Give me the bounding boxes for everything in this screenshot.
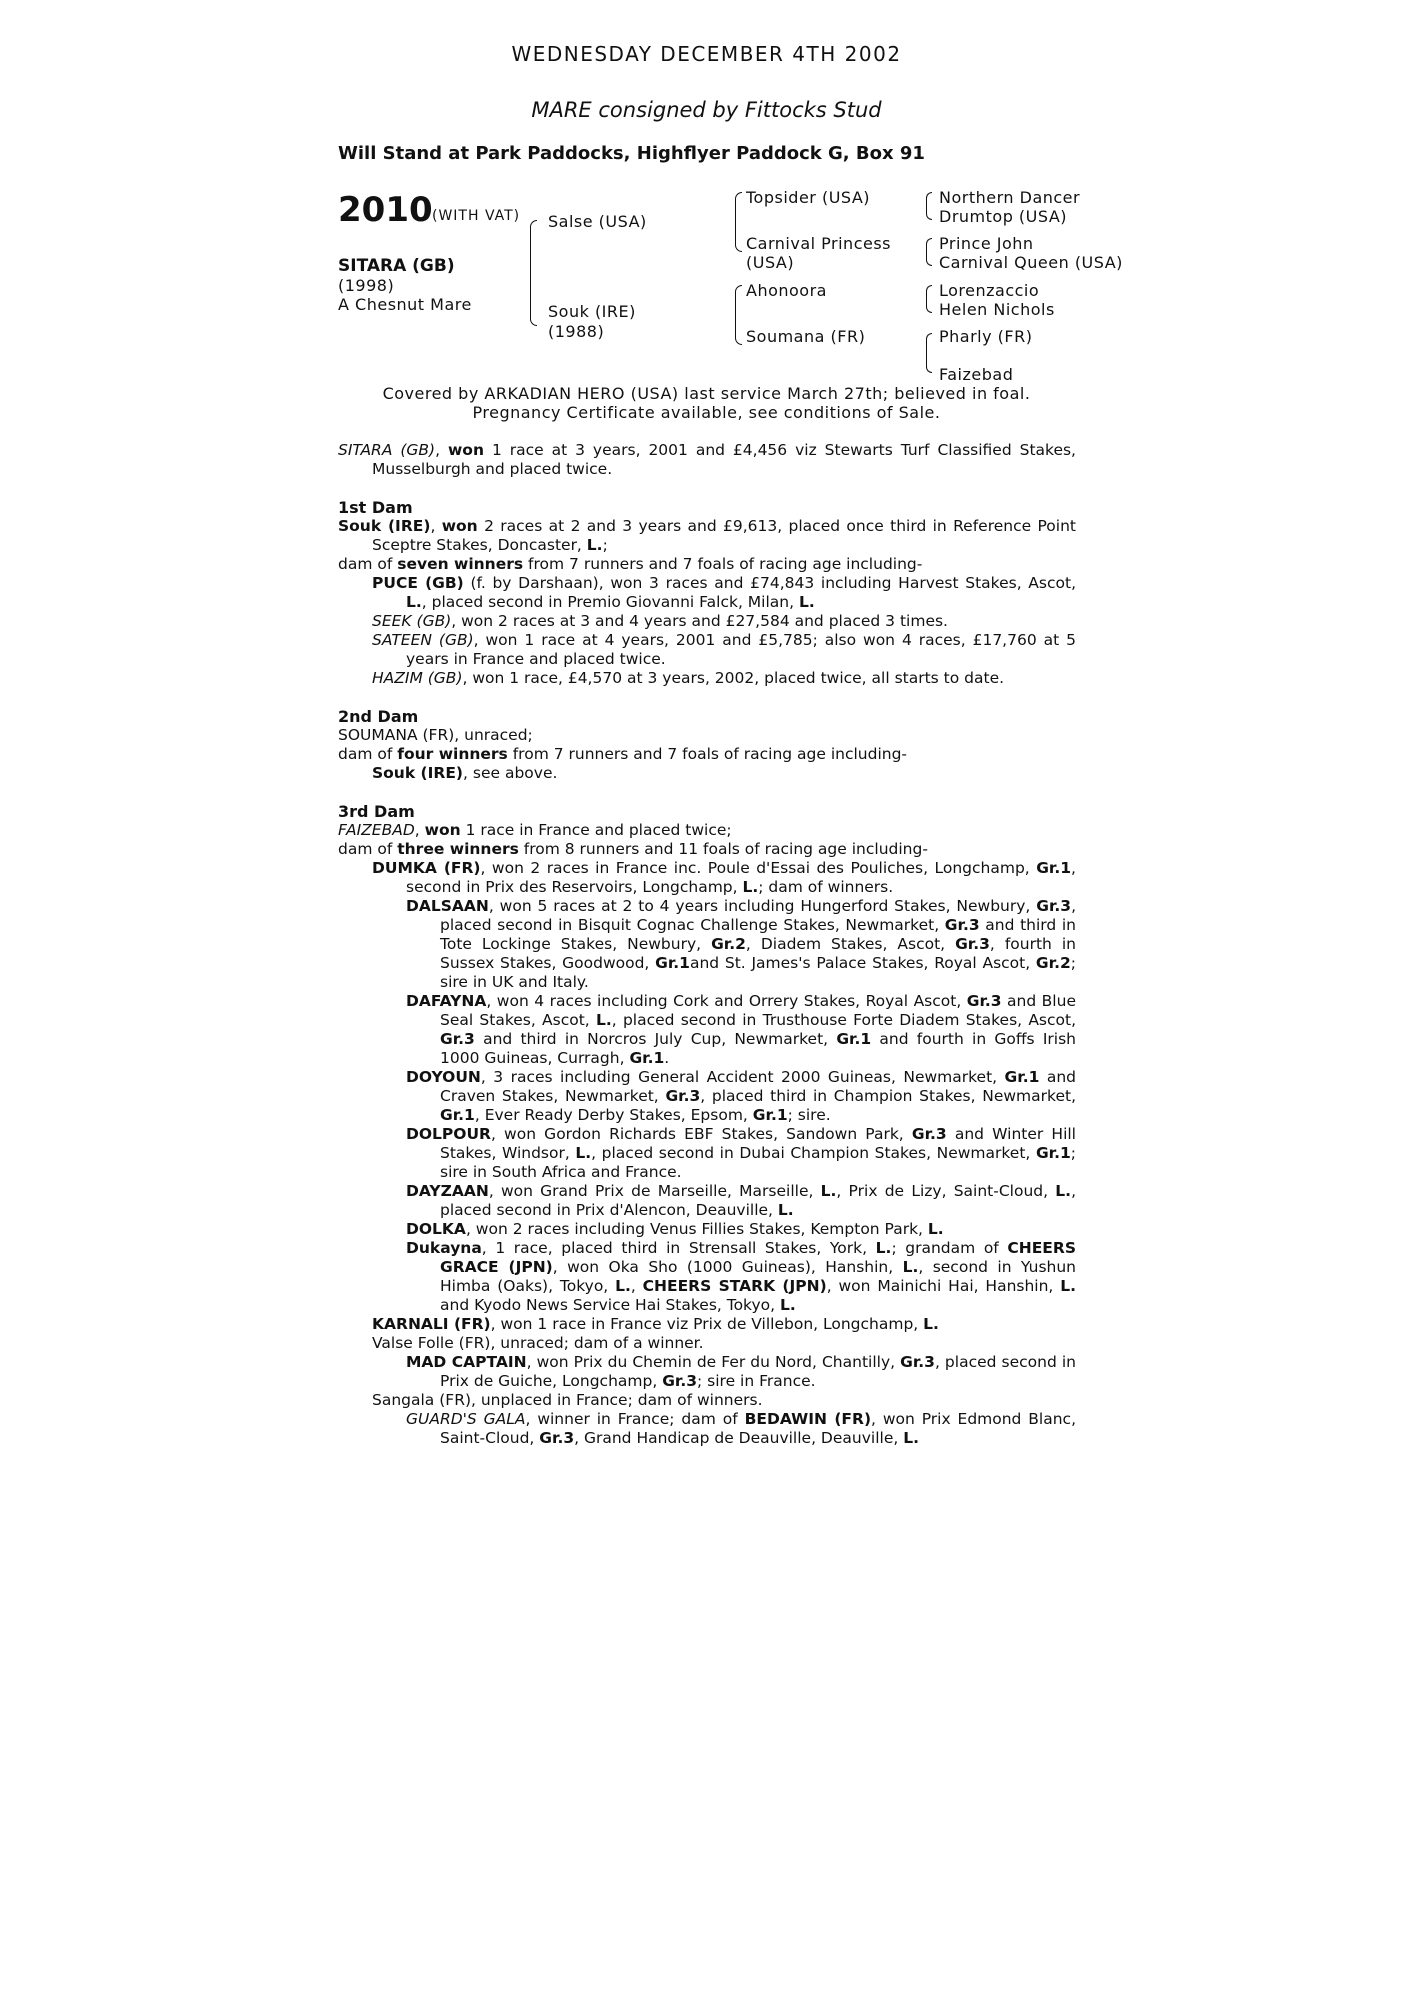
produce-post: from 8 runners and 11 foals of racing age including- <box>518 840 928 858</box>
third-dam-produce <box>338 840 1076 859</box>
third-dam-name: FAIZEBAD <box>338 821 415 839</box>
foal-name: HAZIM (GB) <box>372 669 463 687</box>
produce-pre: dam of <box>338 745 398 763</box>
foal-text: , 3 races including General Accident 2000 Guineas, Newmarket, <box>480 1068 1005 1086</box>
foal-text: and Blue Seal Stakes, Ascot, <box>440 992 1076 1029</box>
grade-listed: L. <box>820 1182 837 1200</box>
foal-text: , placed second in Prix d'Alencon, Deauville, <box>440 1182 1076 1219</box>
grade-listed: L. <box>406 593 422 611</box>
grade-listed: L. <box>927 1220 944 1238</box>
foal-text: , placed second in Trusthouse Forte Diadem Stakes, Ascot, <box>611 1011 1077 1029</box>
foal-text: ; grandam of <box>891 1239 1008 1257</box>
foal-text: , placed second in Bisquit Cognac Challenge Stakes, Newmarket, <box>440 897 1076 934</box>
grade-listed: L. <box>615 1277 631 1295</box>
grade-1: Gr.1 <box>752 1106 788 1124</box>
foal-text: , placed second in Premio Giovanni Falck, Milan, <box>421 593 799 611</box>
pedigree-brace <box>530 220 537 326</box>
foal-name: CHEERS GRACE (JPN) <box>440 1239 1076 1276</box>
foal-text: , won 1 race at 4 years, 2001 and £5,785; also won 4 races, £17,760 at 5 years in France and placed twice. <box>406 631 1076 668</box>
foal-text: and Craven Stakes, Newmarket, <box>440 1068 1076 1105</box>
pedigree-dsd: Helen Nichols <box>939 300 1055 319</box>
consignment-line: MARE consigned by Fittocks Stud <box>531 98 882 122</box>
foal-hazim <box>338 669 1076 688</box>
foal-text: (f. by Darshaan), won 3 races and £74,843 including Harvest Stakes, Ascot, <box>463 574 1076 592</box>
pedigree-sds: Prince John <box>939 234 1034 253</box>
foal-karnali <box>338 1315 1076 1334</box>
foal-text: , 1 race, placed third in Strensall Stakes, York, <box>481 1239 876 1257</box>
grade-listed: L. <box>903 1429 919 1447</box>
produce-dolpour <box>338 1125 1076 1182</box>
foal-text: , won 5 races at 2 to 4 years including Hungerford Stakes, Newbury, <box>488 897 1037 915</box>
grade-3: Gr.3 <box>1036 897 1072 915</box>
grade-1: Gr.1 <box>1004 1068 1040 1086</box>
produce-dukayna <box>338 1239 1076 1315</box>
produce-pre: dam of <box>338 555 398 573</box>
grade-listed: L. <box>1060 1277 1076 1295</box>
grade-1: Gr.1 <box>1036 859 1072 877</box>
pedigree-ssd: Drumtop (USA) <box>939 207 1068 226</box>
pedigree-ddd: Faizebad <box>939 365 1014 384</box>
grade-3: Gr.3 <box>900 1353 935 1371</box>
foal-text: , won 2 races including Venus Fillies Stakes, Kempton Park, <box>465 1220 928 1238</box>
foal-text: , won 2 races at 3 and 4 years and £27,584 and placed 3 times. <box>451 612 948 630</box>
grade-3: Gr.3 <box>911 1125 947 1143</box>
foal-puce <box>338 574 1076 612</box>
foal-text: ; sire in South Africa and France. <box>440 1144 1077 1181</box>
pedigree-sire-dam-country: (USA) <box>746 253 795 272</box>
second-dam-heading: 2nd Dam <box>338 707 419 726</box>
grade-2: Gr.2 <box>1035 954 1071 972</box>
foal-text: , Diadem Stakes, Ascot, <box>745 935 956 953</box>
produce-dayzaan <box>338 1182 1076 1220</box>
pedigree-brace <box>926 192 932 220</box>
pedigree-brace <box>735 192 742 252</box>
pedigree-sdd: Carnival Queen (USA) <box>939 253 1123 272</box>
foal-dumka <box>338 859 1076 897</box>
foal-name: DOLPOUR <box>406 1125 491 1143</box>
grade-listed: L. <box>1055 1182 1072 1200</box>
foal-text: , Ever Ready Derby Stakes, Epsom, <box>474 1106 753 1124</box>
covering-note: Covered by ARKADIAN HERO (USA) last service March 27th; believed in foal. <box>382 384 1031 403</box>
foal-name: KARNALI (FR) <box>372 1315 491 1333</box>
foal-name: CHEERS STARK (JPN) <box>642 1277 827 1295</box>
pedigree-brace <box>926 333 932 373</box>
grade-listed: L. <box>596 1011 612 1029</box>
foal-valse-folle: Valse Folle (FR), unraced; dam of a winner. <box>372 1334 704 1352</box>
pedigree-dds: Pharly (FR) <box>939 327 1033 346</box>
foal-text: , see above. <box>463 764 558 782</box>
produce-post: from 7 runners and 7 foals of racing age including- <box>523 555 923 573</box>
foal-sateen <box>338 631 1076 669</box>
pedigree-sire-sire: Topsider (USA) <box>746 188 871 207</box>
won-label: won <box>447 441 484 459</box>
grade-listed: L. <box>923 1315 939 1333</box>
vat-note: (WITH VAT) <box>432 208 521 224</box>
foal-name: DAFAYNA <box>406 992 487 1010</box>
foal-text: , placed second in Prix de Guiche, Longchamp, <box>440 1353 1076 1390</box>
foal-text: , won 4 races including Cork and Orrery Stakes, Royal Ascot, <box>486 992 967 1010</box>
produce-dafayna <box>338 992 1076 1068</box>
pedigree-sire: Salse (USA) <box>548 212 647 231</box>
grade-3: Gr.3 <box>966 992 1002 1010</box>
foal-text: , won Prix du Chemin de Fer du Nord, Chantilly, <box>526 1353 901 1371</box>
catalogue-body <box>338 441 1076 1448</box>
foal-seek <box>338 612 1076 631</box>
first-dam-text: 2 races at 2 and 3 years and £9,613, placed once third in Reference Point Sceptre Stakes, Doncaster, <box>372 517 1076 554</box>
foal-text: . <box>664 1049 670 1067</box>
grade-3: Gr.3 <box>662 1372 698 1390</box>
foal-name: DOYOUN <box>406 1068 481 1086</box>
pedigree-dam-dam: Soumana (FR) <box>746 327 866 346</box>
foal-name: DALSAAN <box>406 897 489 915</box>
produce-winners: seven winners <box>397 555 524 573</box>
produce-dalsaan <box>338 897 1076 992</box>
foal-text: and St. James's Palace Stakes, Royal Ascot, <box>689 954 1036 972</box>
grade-1: Gr.1 <box>1035 1144 1071 1162</box>
first-dam-produce <box>338 555 1076 574</box>
produce-winners: three winners <box>397 840 519 858</box>
foal-text: and third in Norcros July Cup, Newmarket, <box>474 1030 837 1048</box>
pedigree-sire-dam: Carnival Princess <box>746 234 892 253</box>
grade-listed: L. <box>875 1239 892 1257</box>
first-dam-text-end: ; <box>602 536 608 554</box>
grade-listed: L. <box>798 593 815 611</box>
foal-text: , second in Yushun Himba (Oaks), Tokyo, <box>440 1258 1076 1295</box>
foal-name: SEEK (GB) <box>372 612 452 630</box>
produce-dolka <box>338 1220 1076 1239</box>
produce-doyoun <box>338 1068 1076 1125</box>
foal-text: , placed second in Dubai Champion Stakes, Newmarket, <box>591 1144 1036 1162</box>
foal-text: , placed third in Champion Stakes, Newmarket, <box>700 1087 1076 1105</box>
grade-1: Gr.1 <box>655 954 690 972</box>
grade-listed: L. <box>575 1144 592 1162</box>
horse-description: A Chesnut Mare <box>338 295 472 314</box>
foal-text: , won Mainichi Hai, Hanshin, <box>826 1277 1061 1295</box>
foal-text: , won Gordon Richards EBF Stakes, Sandown Park, <box>490 1125 912 1143</box>
produce-guards-gala <box>338 1410 1076 1448</box>
foal-name: DOLKA <box>406 1220 466 1238</box>
pregnancy-note: Pregnancy Certificate available, see conditions of Sale. <box>472 403 941 422</box>
foal-text: ; sire. <box>787 1106 831 1124</box>
third-dam-record: FAIZEBAD, won 1 race in France and placed twice; <box>338 821 732 839</box>
foal-text: , won 2 races in France inc. Poule d'Essai des Pouliches, Longchamp, <box>480 859 1037 877</box>
won-label: won <box>424 821 461 839</box>
foal-text: and Kyodo News Service Hai Stakes, Tokyo, <box>440 1296 780 1314</box>
foal-name: GUARD'S GALA <box>406 1410 526 1428</box>
race-record: SITARA (GB), won 1 race at 3 years, 2001 and £4,456 viz Stewarts Turf Classified Stakes, Musselburgh and placed twice. <box>338 441 1076 478</box>
foal-text: , Grand Handicap de Deauville, Deauville, <box>574 1429 904 1447</box>
grade-3: Gr.3 <box>665 1087 701 1105</box>
foal-name: MAD CAPTAIN <box>406 1353 527 1371</box>
foal-text: , won 1 race, £4,570 at 3 years, 2002, placed twice, all starts to date. <box>462 669 1005 687</box>
pedigree-brace <box>926 238 932 266</box>
grade-2: Gr.2 <box>711 935 746 953</box>
lot-number: 2010 <box>338 190 433 230</box>
foal-text: , fourth in Sussex Stakes, Goodwood, <box>440 935 1076 972</box>
second-dam-produce <box>338 745 1076 764</box>
foal-text: and third in Tote Lockinge Stakes, Newbury, <box>440 916 1076 953</box>
foal-name: DAYZAAN <box>406 1182 489 1200</box>
grade-listed: L. <box>902 1258 919 1276</box>
foal-sangala: Sangala (FR), unplaced in France; dam of winners. <box>372 1391 763 1409</box>
grade-3: Gr.3 <box>539 1429 575 1447</box>
foal-name: PUCE (GB) <box>372 574 464 592</box>
produce-pre: dam of <box>338 840 398 858</box>
sale-date: WEDNESDAY DECEMBER 4TH 2002 <box>511 42 902 66</box>
pedigree-brace <box>735 285 742 345</box>
pedigree-dam-sire: Ahonoora <box>746 281 827 300</box>
foal-text: ; sire in France. <box>697 1372 816 1390</box>
foal-souk <box>338 764 1076 783</box>
foal-text: , won 1 race in France viz Prix de Villebon, Longchamp, <box>490 1315 924 1333</box>
won-label: won <box>441 517 478 535</box>
second-dam-record: SOUMANA (FR), unraced; <box>338 726 533 744</box>
foal-text: , <box>630 1277 643 1295</box>
pedigree-dss: Lorenzaccio <box>939 281 1040 300</box>
foal-text: , Prix de Lizy, Saint-Cloud, <box>836 1182 1056 1200</box>
produce-post: from 7 runners and 7 foals of racing age including- <box>507 745 908 763</box>
horse-name: SITARA (GB) <box>338 256 455 276</box>
foal-text: , won Grand Prix de Marseille, Marseille, <box>488 1182 821 1200</box>
grade-1: Gr.1 <box>836 1030 872 1048</box>
pedigree-sss: Northern Dancer <box>939 188 1081 207</box>
foal-text: ; dam of winners. <box>758 878 894 896</box>
foal-text: , won Oka Sho (1000 Guineas), Hanshin, <box>552 1258 903 1276</box>
produce-mad-captain <box>338 1353 1076 1391</box>
grade-3: Gr.3 <box>440 1030 475 1048</box>
foal-text: and fourth in Goffs Irish 1000 Guineas, Curragh, <box>440 1030 1076 1067</box>
first-dam-heading: 1st Dam <box>338 498 413 517</box>
horse-year: (1998) <box>338 276 395 295</box>
foal-name: SATEEN (GB) <box>372 631 474 649</box>
foal-text: ; sire in UK and Italy. <box>440 954 1076 991</box>
grade-3: Gr.3 <box>944 916 980 934</box>
first-dam-record: Souk (IRE), won 2 races at 2 and 3 years and £9,613, placed once third in Reference Point Sceptre Stakes, Doncaster, L.; <box>338 517 1076 554</box>
foal-name: BEDAWIN (FR) <box>744 1410 872 1428</box>
grade-listed: L. <box>742 878 759 896</box>
record-text: 1 race at 3 years, 2001 and £4,456 viz Stewarts Turf Classified Stakes, Musselburgh and placed twice. <box>372 441 1076 478</box>
third-dam-text: 1 race in France and placed twice; <box>460 821 732 839</box>
foal-text: , winner in France; dam of <box>525 1410 745 1428</box>
foal-name: Dukayna <box>406 1239 482 1257</box>
foal-text: and Winter Hill Stakes, Windsor, <box>440 1125 1076 1162</box>
first-dam-name: Souk (IRE) <box>338 517 431 535</box>
grade-listed: L. <box>780 1296 796 1314</box>
foal-text: , second in Prix des Reservoirs, Longchamp, <box>406 859 1076 896</box>
foal-text: , won Prix Edmond Blanc, Saint-Cloud, <box>440 1410 1076 1447</box>
produce-winners: four winners <box>397 745 508 763</box>
foal-name: DUMKA (FR) <box>372 859 481 877</box>
record-horse-name: SITARA (GB) <box>338 441 436 459</box>
pedigree-dam-year: (1988) <box>548 322 605 341</box>
grade-listed: L. <box>777 1201 794 1219</box>
grade-3: Gr.3 <box>955 935 990 953</box>
third-dam-heading: 3rd Dam <box>338 802 415 821</box>
pedigree-dam: Souk (IRE) <box>548 302 636 321</box>
grade-1: Gr.1 <box>629 1049 665 1067</box>
grade-listed: L. <box>586 536 603 554</box>
stand-location: Will Stand at Park Paddocks, Highflyer Paddock G, Box 91 <box>338 143 925 164</box>
grade-1: Gr.1 <box>440 1106 475 1124</box>
foal-name: Souk (IRE) <box>372 764 464 782</box>
pedigree-brace <box>926 285 932 313</box>
